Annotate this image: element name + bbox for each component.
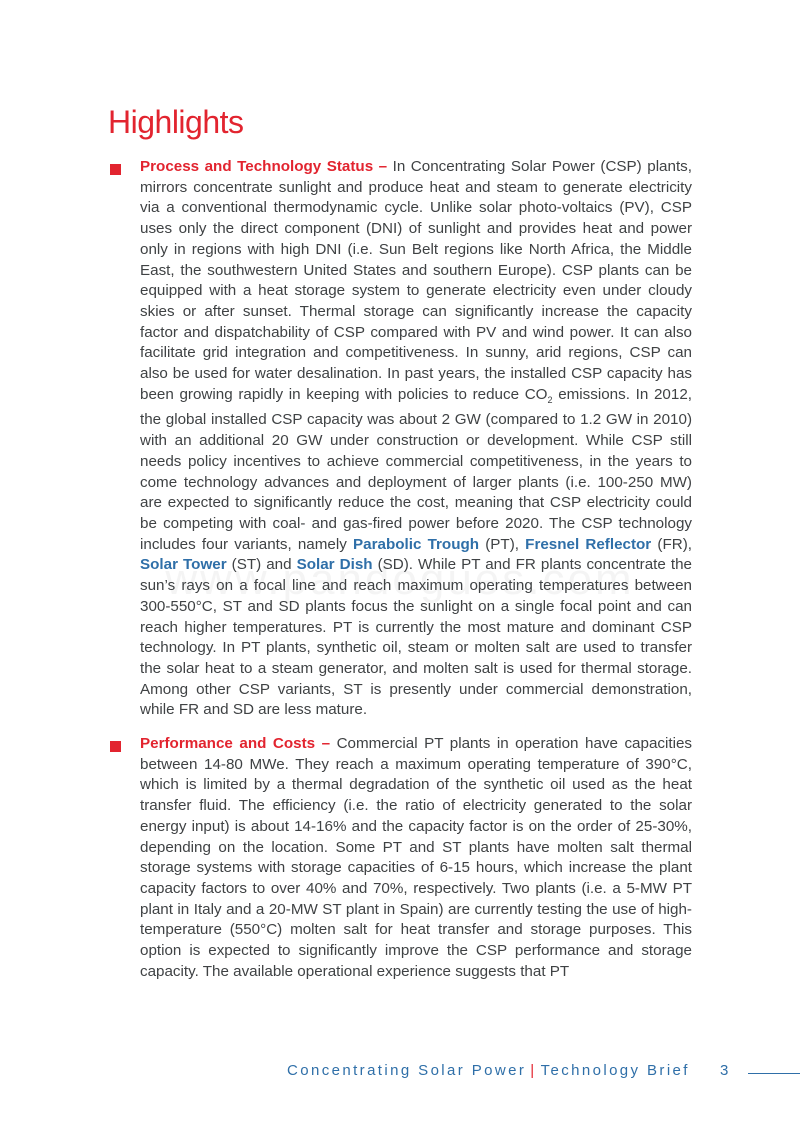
body-text: In Concentrating Solar Power (CSP) plants, mirrors concentrate sunlight and produce heat and steam to generate electricity via a conventional thermodynamic cycle. Unlike solar photo-voltaics (PV), CSP uses only the direct component (DNI) of sunlight and provides heat and power only in regions with high DNI (i.e. Sun Belt regions like North Africa, the Middle East, the southwestern United States and southern Europe). CSP plants can be equipped with a heat storage system to generate electricity even under cloudy skies or after sunset. Thermal storage can significantly increase the capacity factor and dispatchability of CSP compared with PV and wind power. It can also facilitate grid integration and competitiveness. In sunny, arid regions, CSP can also be used for water desalination. In past years, the installed CSP capacity has been growing rapidly in keeping with policies to reduce CO [140, 158, 692, 403]
body-text: Commercial PT plants in operation have capacities between 14-80 MWe. They reach a maximum operating temperature of 390°C, which is limited by a thermal degradation of the synthetic oil used as the heat transfer fluid. The efficiency (i.e. the ratio of electricity generated to the solar energy input) is about 14-16% and the capacity factor is on the order of 25-30%, depending on the location. Some PT and ST plants have molten salt thermal storage systems with storage capacities of 6-15 hours, which increase the plant capacity factors to over 40% and 70%, respectively. Two plants (i.e. a 5-MW PT plant in Italy and a 20-MW ST plant in Spain) are currently testing the use of high-temperature (550°C) molten salt for heat transfer and storage purposes. This option is expected to significantly improve the CSP performance and storage capacity. The available operational experience suggests that PT [140, 735, 693, 980]
body-text: emissions. In 2012, the global installed CSP capacity was about 2 GW (compared to 1.2 GW in 2010) with an additional 20 GW under construction or development. While CSP still needs policy incentives to achieve commercial competitiveness, in the years to come technology advances and deployment of larger plants (i.e. 100-250 MW) are expected to significantly reduce the cost, meaning that CSP electricity could be competing with coal- and gas-fired power before 2020. The CSP technology includes four variants, namely [140, 385, 692, 553]
highlight-performance-costs [110, 734, 692, 982]
bullet-square-icon [110, 741, 121, 752]
term-solar-tower: Solar Tower [140, 556, 227, 574]
subscript-2: 2 [547, 394, 553, 405]
term-parabolic-trough: Parabolic Trough [353, 535, 480, 553]
term-fresnel-reflector: Fresnel Reflector [525, 535, 652, 553]
lead-heading: Process and Technology Status – [140, 158, 388, 175]
footer-rule [748, 1073, 800, 1074]
footer-running-title [287, 1062, 690, 1079]
footer-separator: | [530, 1062, 537, 1079]
bullet-square-icon [110, 164, 121, 175]
page-title: Highlights [108, 104, 244, 140]
footer-title: Concentrating Solar Power [287, 1062, 527, 1079]
body-text: (ST) and [226, 556, 297, 574]
highlight-process-technology [110, 157, 692, 721]
paragraph-process-technology [140, 157, 692, 721]
paragraph-performance-costs [140, 734, 692, 982]
body-text: (PT), [479, 535, 526, 553]
body-text: (SD). While PT and FR plants concentrate the sun’s rays on a focal line and reach maximum operating temperatures between 300-550°C, ST and SD plants focus the sunlight on a single focal point and can reach higher temperatures. PT is currently the most mature and dominant CSP technology. In PT plants, synthetic oil, steam or molten salt are used to transfer the solar heat to a steam generator, and molten salt is used for thermal storage. Among other CSP variants, ST is presently under commercial demonstration, while FR and SD are less mature. [140, 556, 692, 719]
footer-subtitle: Technology Brief [540, 1062, 690, 1079]
body-text: (FR), [651, 535, 692, 553]
page-number: 3 [720, 1062, 729, 1079]
term-solar-dish: Solar Dish [296, 556, 373, 574]
lead-heading: Performance and Costs – [140, 735, 331, 752]
